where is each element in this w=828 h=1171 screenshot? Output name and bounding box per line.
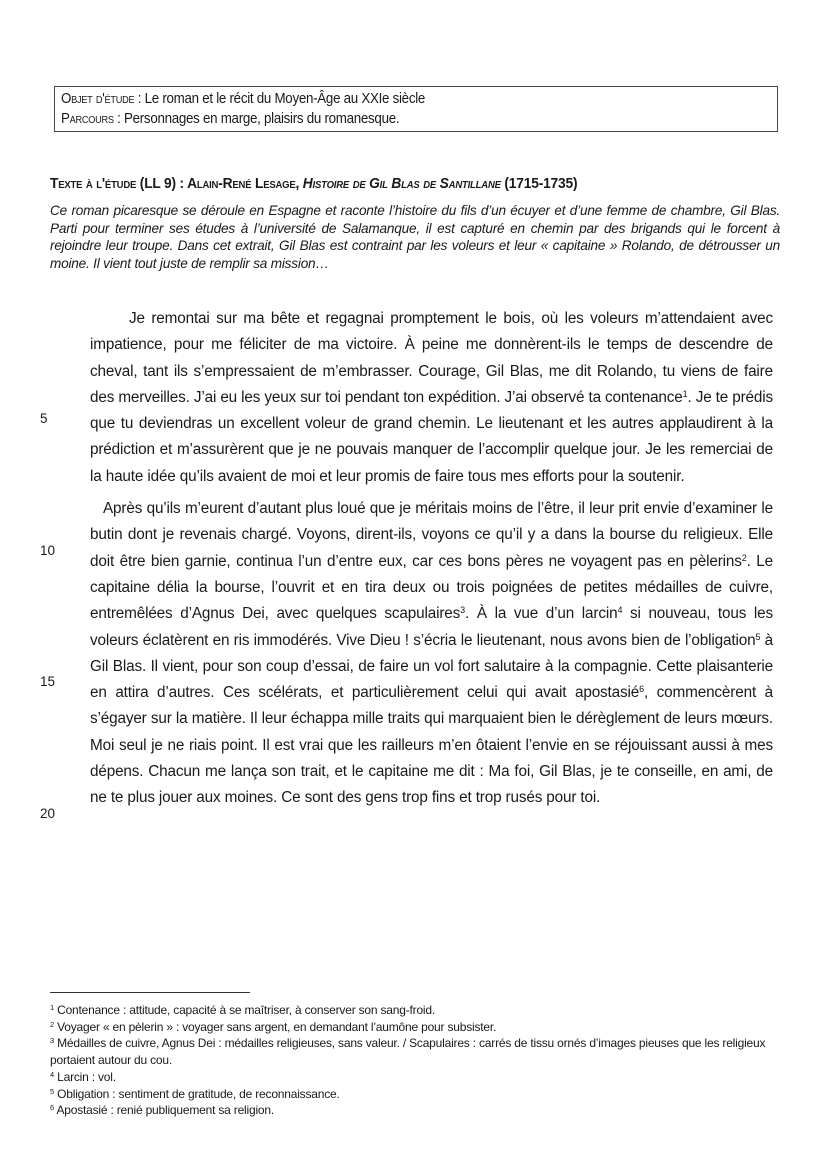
passage-text	[90, 306, 773, 812]
paragraph-2	[90, 496, 773, 812]
line-number: 5	[40, 411, 48, 426]
footnote-ref[interactable]: 2	[741, 552, 747, 563]
footnote-number: 4	[50, 1069, 54, 1079]
footnote-number: 2	[50, 1019, 54, 1029]
footnote-item	[50, 1086, 780, 1103]
footnote-ref[interactable]: 3	[460, 605, 466, 616]
footnote-number: 6	[50, 1103, 54, 1113]
footnote-number: 5	[50, 1086, 54, 1096]
footnote-number: 1	[50, 1003, 54, 1012]
footnote-ref[interactable]: 5	[755, 631, 761, 642]
footnotes	[50, 1002, 780, 1119]
text-run: . Je te prédis que tu deviendras un excellent voleur de grand chemin. Le lieutenant et les autres applaudirent à la prédiction et m’assurèrent que je ne pouvais manquer de l’accomplir quelque jour. Je les remerciai de la haute idée qu’ils avaient de moi et leur promis de faire tous mes efforts pour la soutenir.	[90, 388, 773, 485]
work-title: Histoire de Gil Blas de Santillane	[302, 176, 501, 192]
footnote-item	[50, 1035, 780, 1068]
paragraph-1	[90, 306, 773, 490]
footnote-text: Larcin : vol.	[53, 1069, 116, 1084]
text-run: si nouveau, tous les voleurs éclatèrent en ris immodérés. Vive Dieu ! s’écria le lieutenant, nous avons bien de l’obligation	[90, 605, 773, 649]
parcours-label: Parcours	[61, 111, 114, 127]
footnote-ref[interactable]: 1	[682, 388, 688, 399]
footnote-item	[50, 1102, 780, 1119]
line-number: 10	[40, 543, 56, 558]
footnote-number: 3	[50, 1036, 54, 1046]
objet-etude-label: Objet d'étude	[61, 91, 135, 107]
text-run: . Le capitaine délia la bourse, l’ouvrit et en tira deux ou trois poignées de petites médailles de cuivre, entremêlées d’Agnus Dei, avec quelques scapulaires	[90, 552, 773, 623]
parcours-value: : Personnages en marge, plaisirs du romanesque.	[113, 111, 400, 127]
parcours-line	[61, 109, 720, 129]
line-number: 20	[40, 806, 56, 821]
text-run: . À la vue d’un larcin	[465, 605, 618, 623]
line-number: 15	[40, 674, 56, 689]
text-run: à Gil Blas. Il vient, pour son coup d’essai, de faire un vol fort salutaire à la compagnie. Cette plaisanterie en attira d’autres. Ces scélérats, et particulièrement celui qui avait apostasié	[90, 631, 773, 702]
intro-paragraph: Ce roman picaresque se déroule en Espagne et raconte l’histoire du fils d’un écuyer et d’une femme de chambre, Gil Blas. Parti pour terminer ses études à l’université de Salamanque, il est capturé en chemin par des brigands qui le forcent à rejoindre leur troupe. Dans cet extrait, Gil Blas est contraint par les voleurs et leur « capitaine » Rolando, de détrousser un moine. Il vient tout juste de remplir sa mission…	[50, 203, 780, 271]
footnote-item	[50, 1019, 780, 1036]
text-run: , commencèrent à s’égayer sur la matière. Il leur échappa mille traits qui marquaient bien le dérèglement de leurs mœurs. Moi seul je ne riais point. Il est vrai que les railleurs m’en ôtaient l’envie en se réjouissant aussi à mes dépens. Chacun me lança son trait, et le capitaine me dit : Ma foi, Gil Blas, je te conseille, en ami, de ne te plus jouer aux moines. Ce sont des gens trop fins et trop rusés pour toi.	[90, 684, 773, 807]
heading-dates: (1715-1735)	[500, 176, 578, 192]
footnote-text: Obligation : sentiment de gratitude, de reconnaissance.	[53, 1086, 340, 1101]
study-object-box	[54, 86, 778, 132]
footnote-text: Médailles de cuivre, Agnus Dei : médailles religieuses, sans valeur. / Scapulaires : carrés de tissu ornés d’images pieuses que les religieux portaient autour du cou.	[50, 1036, 766, 1068]
footnote-text: Voyager « en pèlerin » : voyager sans argent, en demandant l’aumône pour subsister.	[53, 1019, 497, 1034]
heading-prefix: Texte à l'étude (LL 9) : Alain-René Lesage,	[50, 176, 303, 192]
footnote-item	[50, 1002, 780, 1019]
text-run: Je remontai sur ma bête et regagnai promptement le bois, où les voleurs m’attendaient avec impatience, pour me féliciter de ma victoire. À peine me donnèrent-ils le temps de descendre de cheval, tant ils s’empressaient de m’embrasser. Courage, Gil Blas, me dit Rolando, tu viens de faire des merveilles. J’ai eu les yeux sur toi pendant ton expédition. J’ai observé ta contenance	[90, 310, 773, 406]
objet-etude-line	[61, 89, 720, 109]
footnote-ref[interactable]: 6	[639, 684, 644, 695]
text-heading	[50, 176, 753, 192]
text-run: Après qu’ils m’eurent d’autant plus loué que je méritais moins de l’être, il leur prit envie d’examiner le butin dont je revenais chargé. Voyons, dirent-ils, voyons ce qu’il y a dans la bourse du religieux. Elle doit être bien garnie, continua l’un d’entre eux, car ces bons pères ne voyagent pas en pèlerins	[90, 500, 773, 570]
footnote-item	[50, 1069, 780, 1086]
footnote-ref[interactable]: 4	[617, 605, 623, 616]
footnote-separator	[50, 992, 250, 993]
footnote-text: Contenance : attitude, capacité à se maîtriser, à conserver son sang-froid.	[53, 1003, 435, 1017]
footnote-text: Apostasié : renié publiquement sa religion.	[53, 1103, 274, 1118]
objet-etude-value: : Le roman et le récit du Moyen-Âge au XXIe siècle	[134, 91, 426, 107]
